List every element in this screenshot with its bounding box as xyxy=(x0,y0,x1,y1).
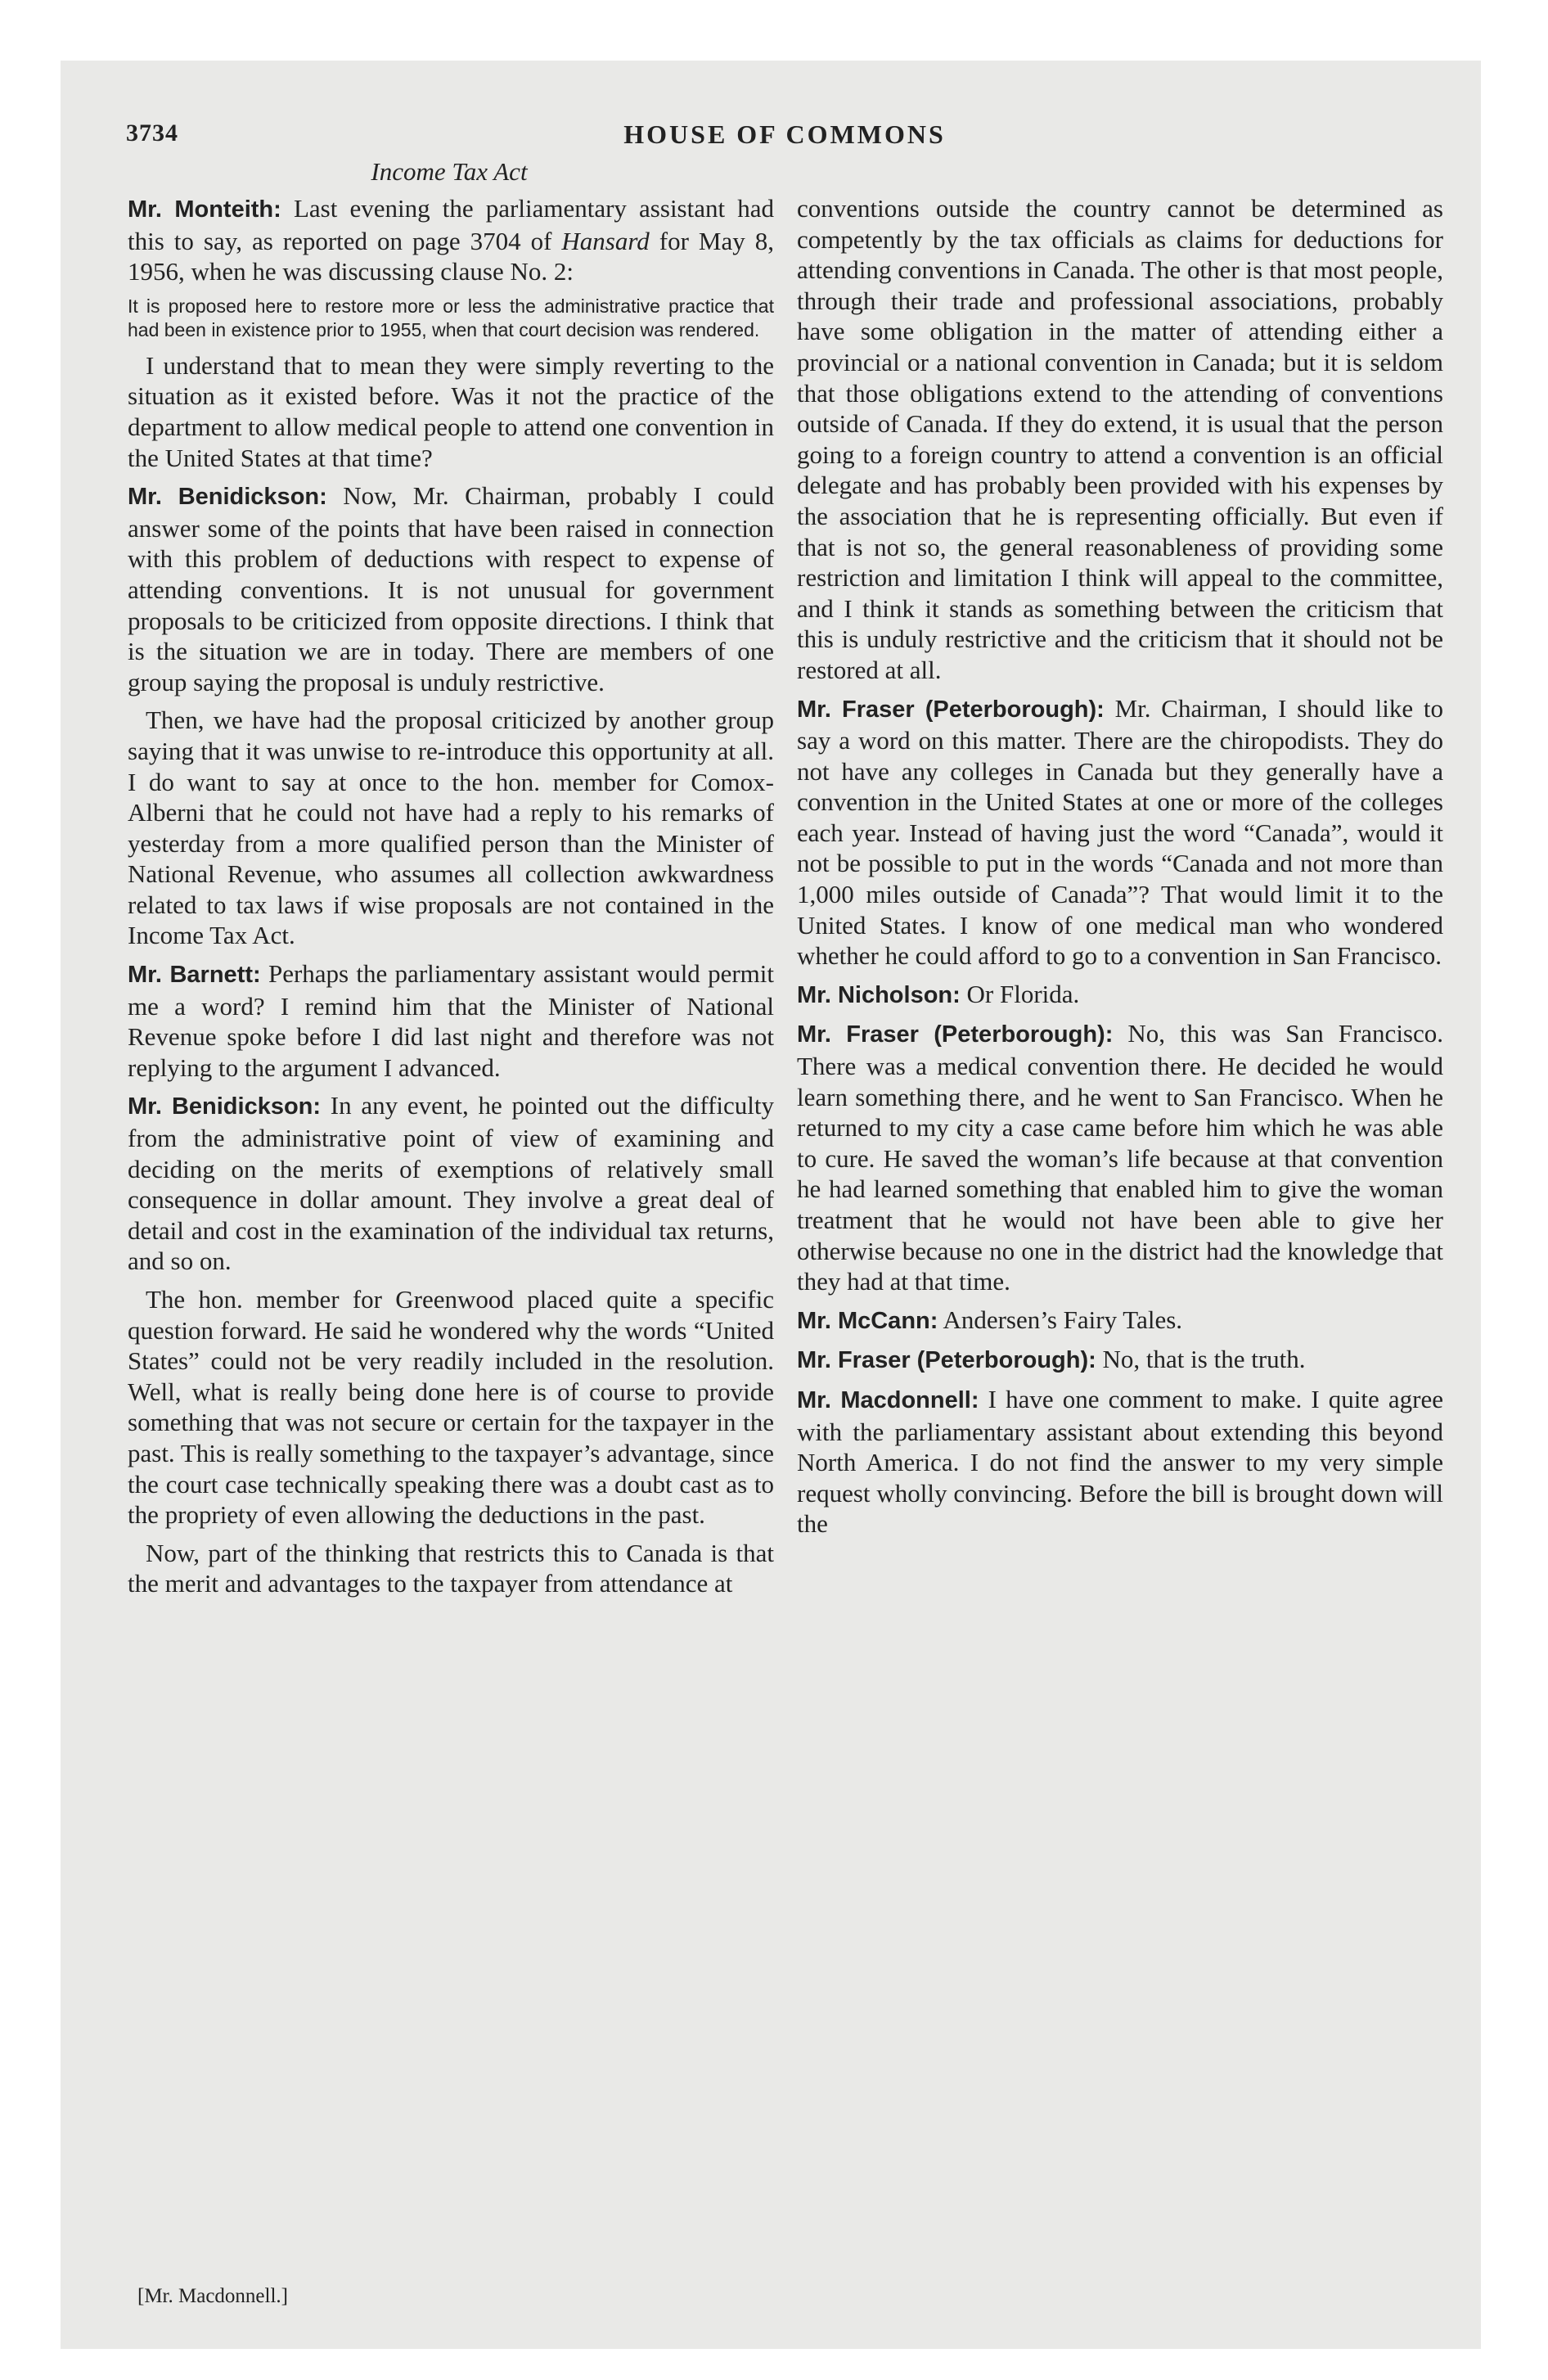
paragraph-text: Now, Mr. Chairman, probably I could answer some of the points that have been raised in connection with this problem of deductions with respect to expense of attending conventions. It is not unusual for government proposals to be criticized from opposite directions. I think that is the situation we are in today. There are members of one group saying the proposal is unduly restrictive. xyxy=(128,481,774,696)
paragraph-text: In any event, he pointed out the difficulty from the administrative point of view of examining and deciding on the merits of exemptions of relatively small consequence in dollar amount. They involve a great deal of detail and cost in the examination of the individual tax returns, and so on. xyxy=(128,1091,775,1276)
paragraph-text: No, that is the truth. xyxy=(1102,1345,1306,1374)
paragraph xyxy=(797,1305,1443,1337)
paragraph-text: Perhaps the parliamentary assistant would permit me a word? I remind him that the Minister of National Revenue spoke before I did last night and therefore was not replying to the argument I advanced. xyxy=(128,959,775,1082)
page-number: 3734 xyxy=(126,119,178,146)
paragraph xyxy=(128,1090,774,1277)
paragraph-text: for May 8, 1956, when he was discussing clause No. 2: xyxy=(128,226,774,286)
left-column xyxy=(128,193,774,1607)
paragraph-text: Last evening the parliamentary assistant had this to say, as reported on page 3704 of xyxy=(128,194,775,255)
paragraph xyxy=(797,979,1443,1012)
speaker-name: Mr. Monteith: xyxy=(128,196,281,223)
paragraph xyxy=(797,193,1443,686)
speaker-name: Mr. Nicholson: xyxy=(797,981,961,1008)
right-column xyxy=(797,193,1443,1547)
paragraph xyxy=(797,1018,1443,1296)
page-footer: [Mr. Macdonnell.] xyxy=(137,2285,288,2307)
paragraph xyxy=(128,350,774,473)
paragraph xyxy=(128,705,774,951)
quote-text: It is proposed here to restore more or less the administrative practice that had been in existence prior to 1955, when that court decision was rendered. xyxy=(128,295,774,341)
speaker-name: Mr. McCann: xyxy=(797,1307,938,1334)
paragraph-text: Or Florida. xyxy=(966,979,1080,1008)
speaker-name: Mr. Fraser (Peterborough): xyxy=(797,1347,1096,1374)
paragraph-text: No, this was San Francisco. There was a medical convention there. He decided he would learn something there, and he went to San Francisco. When he returned to my city a case came before him which he was able to cure. He saved the woman’s life because at that convention he had learned something that enabled him to give the woman treatment that he would not have been able to give her otherwise because no one in the district had the knowledge that they had at that time. xyxy=(797,1019,1444,1296)
paragraph xyxy=(128,1538,774,1599)
speaker-name: Mr. Macdonnell: xyxy=(797,1386,979,1413)
paragraph xyxy=(797,693,1443,971)
paragraph xyxy=(128,480,774,697)
speaker-name: Mr. Fraser (Peterborough): xyxy=(797,1021,1114,1048)
speaker-name: Mr. Barnett: xyxy=(128,962,261,989)
running-head: HOUSE OF COMMONS xyxy=(623,119,946,149)
paragraph xyxy=(797,1384,1443,1539)
paragraph-text: Then, we have had the proposal criticized by another group saying that it was unwise to re-introduce this opportunity at all. I do want to say at once to the hon. member for Comox-Alberni that he could not have had a reply to his remarks of yesterday from a more qualified person than the Minister of National Revenue, who assumes all collection awkwardness related to tax laws if wise proposals are not contained in the Income Tax Act. xyxy=(128,705,774,950)
paragraph xyxy=(128,193,774,287)
page-sheet xyxy=(61,61,1481,2349)
paragraph-text: Now, part of the thinking that restricts this to Canada is that the merit and advantages to the taxpayer from attendance at xyxy=(128,1538,774,1598)
paragraph xyxy=(128,958,774,1083)
block-quote xyxy=(128,295,774,343)
speaker-name: Mr. Benidickson: xyxy=(128,484,327,511)
paragraph-text: Mr. Chairman, I should like to say a word on this matter. There are the chiropodists. They do not have any colleges in Canada but they generally have a convention in the United States at one or more of the colleges each year. Instead of having just the word “Canada”, would it not be possible to put in the words “Canada and not more than 1,000 miles outside of Canada”? That would limit it to the United States. I know of one medical man who wondered whether he could afford to go to a convention in San Francisco. xyxy=(797,693,1443,971)
section-subhead: Income Tax Act xyxy=(371,157,528,186)
italic-title: Hansard xyxy=(561,226,650,255)
paragraph xyxy=(128,1284,774,1530)
paragraph-text: The hon. member for Greenwood placed quite a specific question forward. He said he wondered why the words “United States” could not be very readily included in the resolution. Well, what is really being done here is of course to provide something that was not secure or certain for the taxpayer in the past. This is really something to the taxpayer’s advantage, since the court case technically speaking there was a doubt cast as to the propriety of even allowing the deductions in the past. xyxy=(128,1285,775,1530)
page-header xyxy=(126,119,1443,152)
paragraph-text: I have one comment to make. I quite agree with the parliamentary assistant about extending this beyond North America. I do not find the answer to my very simple request wholly convincing. Before the bill is brought down will the xyxy=(797,1384,1443,1539)
speaker-name: Mr. Benidickson: xyxy=(128,1093,322,1120)
paragraph-text: I understand that to mean they were simply reverting to the situation as it existed before. Was it not the practice of the department to allow medical people to attend one convention in the United States at that time? xyxy=(128,350,774,472)
paragraph-text: Andersen’s Fairy Tales. xyxy=(943,1305,1183,1334)
paragraph xyxy=(797,1344,1443,1377)
paragraph-text: conventions outside the country cannot be determined as competently by the tax officials as claims for deductions for attending conventions in Canada. The other is that most people, through their trade and professional associations, probably have some obligation in the matter of attending either a provincial or a national convention in Canada; but it is seldom that those obligations extend to the attending of conventions outside of Canada. If they do extend, it is usual that the person going to a foreign country to attend a convention is an official delegate and has probably been provided with his expenses by the association that he is representing officially. But even if that is not so, the general reasonableness of providing some restriction and limitation I think will appeal to the committee, and I think it stands as something between the criticism that this is unduly restrictive and the criticism that it should not be restored at all. xyxy=(797,194,1443,684)
speaker-name: Mr. Fraser (Peterborough): xyxy=(797,696,1105,723)
